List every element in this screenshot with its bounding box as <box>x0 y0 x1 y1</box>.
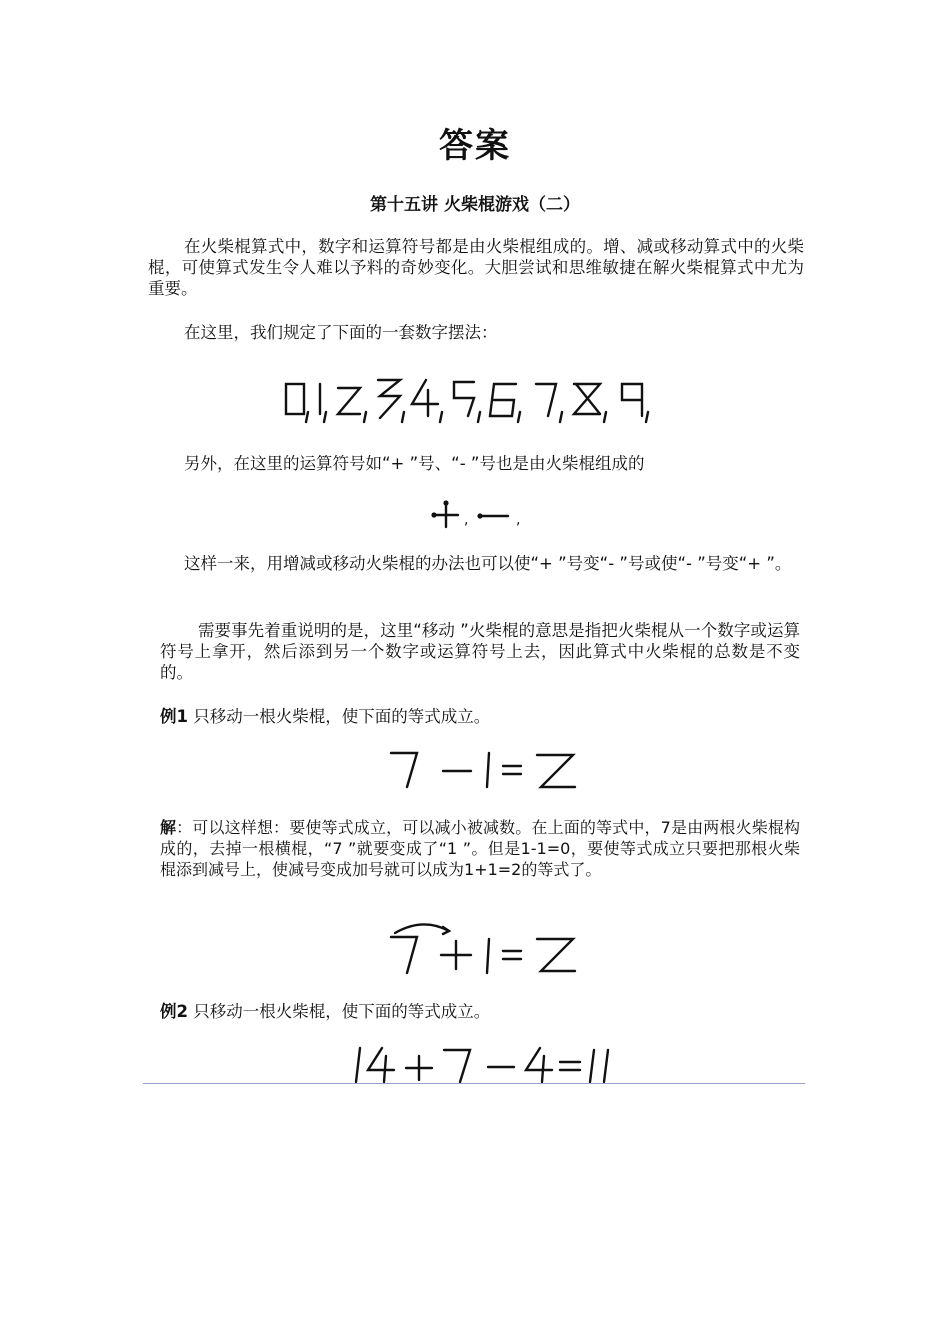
plus-sign-figure <box>431 500 458 527</box>
svg-text:,: , <box>516 512 521 528</box>
example1-solved-equation-figure <box>385 917 585 979</box>
transform-paragraph: 这样一来，用增减或移动火柴棍的办法也可以使“+ ”号变“- ”号或使“- ”号变“+ ”。 <box>184 554 792 573</box>
solution-text: ：可以这样想：要使等式成立，可以减小被减数。在上面的等式中，7是由两根火柴棍构成的，去掉一根横棍，“7 ”就要变成了“1 ”。但是1-1=0，要使等式成立只要把那根火柴棍添到减号上，使减号变成加号就可以成为1+1=2的等式了。 <box>160 818 800 879</box>
digit-8-figure <box>574 384 606 422</box>
digit-6-figure <box>490 384 520 422</box>
svg-text:,: , <box>464 512 469 528</box>
matchstick-digits-figure <box>280 372 680 428</box>
example1-label: 例1 <box>160 707 188 726</box>
example1-equation-figure <box>385 745 585 795</box>
digit-2-figure <box>338 388 366 422</box>
operators-intro-paragraph: 另外，在这里的运算符号如“+ ”号、“- ”号也是由火柴棍组成的 <box>184 454 645 473</box>
example1-text: 只移动一根火柴棍，使下面的等式成立。 <box>187 707 491 726</box>
digit-7-figure <box>536 384 562 422</box>
page-title: 答案 <box>439 126 511 166</box>
digit-9-figure <box>622 384 648 422</box>
digit-4-figure <box>412 380 442 422</box>
digit-3-figure <box>378 380 404 422</box>
example2-equation-figure <box>348 1042 618 1086</box>
example1-prompt <box>160 706 800 727</box>
example2-label: 例2 <box>160 1002 188 1021</box>
digits-intro-paragraph: 在这里，我们规定了下面的一套数字摆法： <box>184 323 498 342</box>
digit-0-figure <box>286 384 308 422</box>
solution-label: 解 <box>160 818 177 837</box>
bottom-divider <box>143 1083 805 1084</box>
note-paragraph: 需要事先着重说明的是，这里“移动 ”火柴棍的意思是指把火柴棍从一个数字或运算符号上拿开，然后添到另一个数字或运算符号上去，因此算式中火柴棍的总数是不变的。 <box>160 621 800 682</box>
intro-paragraph: 在火柴棍算式中，数字和运算符号都是由火柴棍组成的。增、减或移动算式中的火柴棍，可使算式发生令人难以予料的奇妙变化。大胆尝试和思维敏捷在解火柴棍算式中尤为重要。 <box>148 237 804 298</box>
example2-prompt <box>160 1001 800 1022</box>
matchstick-operators-figure <box>430 500 530 530</box>
example2-text: 只移动一根火柴棍，使下面的等式成立。 <box>187 1002 491 1021</box>
move-arrow-icon <box>395 924 449 933</box>
minus-sign-figure <box>477 513 508 518</box>
digit-5-figure <box>454 382 480 422</box>
digit-1-figure <box>320 384 326 422</box>
example1-solution <box>160 817 800 880</box>
lesson-subtitle: 第十五讲 火柴棍游戏（二） <box>370 195 580 215</box>
